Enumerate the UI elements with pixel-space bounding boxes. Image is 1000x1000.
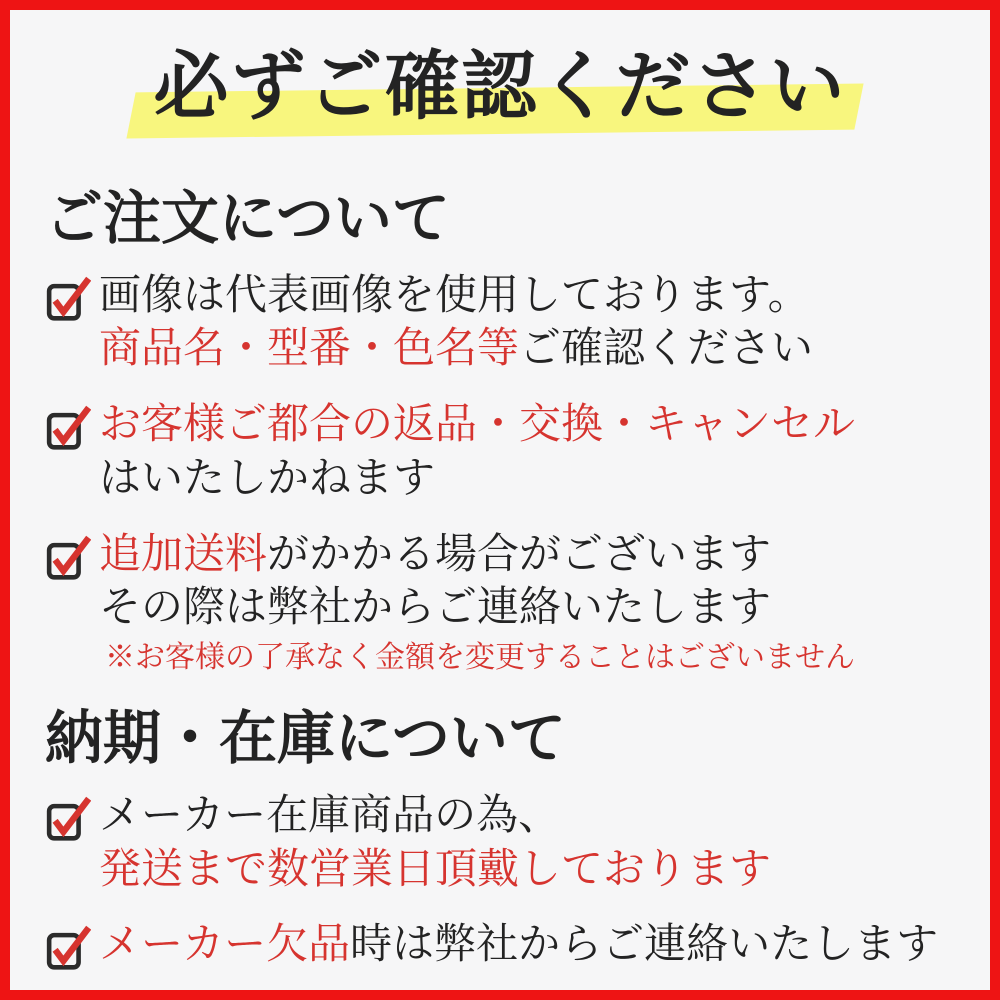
text-segment-footnote: ※お客様の了承なく金額を変更することはございません bbox=[105, 640, 855, 676]
checked-checkbox-icon bbox=[45, 403, 91, 453]
text-segment-emphasis: 追加送料 bbox=[99, 528, 268, 578]
text-segment: 画像は代表画像を使用しております。 bbox=[99, 269, 810, 319]
notice-item-text bbox=[99, 527, 855, 678]
notice-line bbox=[99, 842, 771, 896]
notice-item-text bbox=[99, 917, 938, 971]
notice-line bbox=[99, 268, 813, 322]
notice-item-maker-stock bbox=[45, 788, 960, 896]
text-segment-emphasis: お客様ご都合の返品・交換・キャンセル bbox=[99, 399, 856, 449]
notice-line bbox=[99, 917, 938, 971]
text-segment-emphasis: 商品名・型番・色名等 bbox=[99, 323, 520, 373]
title-banner bbox=[0, 36, 1000, 156]
text-segment: メーカー在庫商品の為、 bbox=[99, 789, 561, 839]
notice-item-returns bbox=[45, 397, 960, 505]
text-segment: はいたしかねます bbox=[99, 452, 436, 502]
section-delivery-heading: 納期・在庫について bbox=[45, 704, 566, 773]
notice-item-representative-image bbox=[45, 268, 960, 376]
notice-footnote bbox=[99, 638, 855, 677]
notice-line bbox=[99, 527, 855, 581]
notice-line bbox=[99, 451, 855, 505]
page-title: 必ずご確認ください bbox=[153, 42, 847, 130]
text-segment-emphasis: メーカー欠品 bbox=[99, 919, 351, 969]
notice-line bbox=[99, 788, 771, 842]
notice-item-extra-shipping bbox=[45, 527, 960, 678]
notice-line bbox=[99, 397, 855, 451]
text-segment: ご確認ください bbox=[519, 323, 814, 373]
text-segment: がかかる場合がございます bbox=[267, 528, 772, 578]
section-delivery-stock bbox=[45, 705, 960, 973]
notice-line bbox=[99, 321, 813, 375]
checked-checkbox-icon bbox=[45, 533, 91, 583]
notice-line bbox=[99, 580, 855, 634]
notice-item-text bbox=[99, 397, 855, 505]
checked-checkbox-icon bbox=[45, 794, 91, 844]
checked-checkbox-icon bbox=[45, 923, 91, 973]
text-segment: その際は弊社からご連絡いたします bbox=[99, 582, 772, 632]
text-segment: 時は弊社からご連絡いたします bbox=[350, 919, 939, 969]
notice-item-maker-shortage bbox=[45, 917, 960, 973]
section-orders bbox=[45, 185, 960, 677]
text-segment-emphasis: 発送まで数営業日頂戴しております bbox=[99, 843, 772, 893]
section-orders-heading: ご注文について bbox=[45, 184, 450, 252]
notice-item-text bbox=[99, 268, 813, 376]
checked-checkbox-icon bbox=[45, 274, 91, 324]
notice-item-text bbox=[99, 788, 771, 896]
notice-content bbox=[45, 185, 960, 995]
